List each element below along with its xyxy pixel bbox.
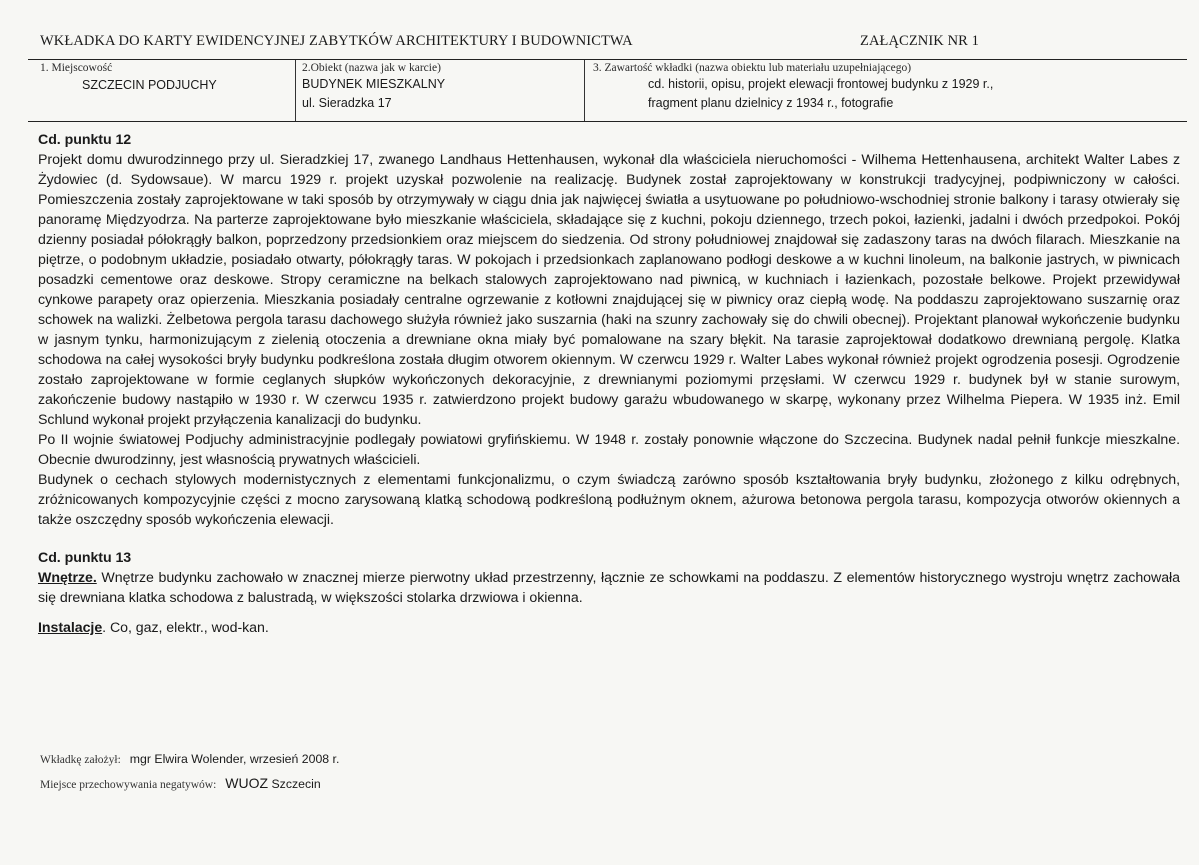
section-13-title: Cd. punktu 13 xyxy=(38,550,132,566)
storage-place-rest: Szczecin xyxy=(268,777,321,791)
storage-label: Miejsce przechowywania negatywów: xyxy=(40,779,217,791)
document-header xyxy=(40,33,1180,53)
top-rule xyxy=(28,59,1187,60)
locality-value: SZCZECIN PODJUCHY xyxy=(82,78,217,92)
section-12-paragraph-1: Projekt domu dwurodzinnego przy ul. Sieradzkiej 17, zwanego Landhaus Hettenhausen, wykonał dla właściciela nieruchomości - Wilhema Hettenhausena, architekt Walter Labes z Żydowiec (d. Sydowsaue). W marcu 1929 r. projekt uzyskał pozwolenie na realizację. Budynek został zaprojektowany w konstrukcji tradycyjnej, podpiwniczony w całości. Pomieszczenia zostały zaprojektowane w taki sposób by otrzymywały w ciągu dnia jak najwięcej światła a usytuowane po południowo-wschodniej stronie balkony i tarasy otwierały się panoramę Międzyodrza. Na parterze zaprojektowane było mieszkanie właściciela, składające się z kuchni, pokoju dziennego, trzech pokoi, łazienki, jadalni i dwóch przedpokoi. Pokój dzienny posiadał półokrągły balkon, poprzedzony przedsionkiem oraz miejscem do siedzenia. Od strony południowej znajdował się zadaszony taras na dwóch filarach. Mieszkanie na piętrze, o podobnym układzie, posiadało otwarty, półokrągły taras. W pokojach i przedsionkach zaplanowano podłogi deskowe a w kuchni linoleum, na balkonie jastrych, w piwnicach posadzki cementowe oraz deskowe. Stropy ceramiczne na belkach stalowych zaprojektowano nad piwnicą, w kuchniach i łazienkach, pozostałe belkowe. Projekt przewidywał cynkowe parapety oraz opierzenia. Mieszkania posiadały centralne ogrzewanie z kotłowni znajdującej się w piwnicy oraz ciepłą wodę. Na poddaszu zaprojektowano suszarnię oraz schowek na walizki. Żelbetowa pergola tarasu dachowego służyła również jako suszarnia (haki na szunry zachowały się do chwili obecnej). Projektant planował wykończenie budynku w jasnym tynku, harmonizującym z zielenią otoczenia a drewniane okna miały być pomalowane na szary błękit. Na tarasie zaprojektował dodatkowo drewnianą pergolę. Klatka schodowa na całej wysokości bryły budynku podkreślona została długim otworem okiennym. W czerwcu 1929 r. Walter Labes wykonał również projekt ogrodzenia posesji. Ogrodzenie zostało zaprojektowane w formie ceglanych słupków wykończonych dekoracyjnie, z drewnianymi poziomymi przęsłami. W czerwcu 1929 r. budynek był w stanie surowym, zakończenie budowy nastąpiło w 1930 r. W czerwcu 1935 r. zatwierdzono projekt budowy garażu wbudowanego w skarpę, wykonany przez Wilhelma Piepera. W 1935 inż. Emil Schlund wykonał projekt przyłączenia kanalizacji do budynku. xyxy=(38,152,1180,428)
locality-cell xyxy=(40,62,290,94)
section-12-paragraph-2: Po II wojnie światowej Podjuchy administracyjnie podlegały powiatowi gryfińskiemu. W 1948 r. zostały ponownie włączone do Szczecina. Budynek nadal pełnił funkcje mieszkalne. Obecnie dwurodzinny, jest własnością prywatnych właścicieli. xyxy=(38,432,1180,468)
locality-label: 1. Miejscowość xyxy=(40,62,113,74)
column-divider-2 xyxy=(584,60,585,122)
contents-cell xyxy=(593,62,1183,112)
document-title: WKŁADKA DO KARTY EWIDENCYJNEJ ZABYTKÓW ARCHITEKTURY I BUDOWNICTWA xyxy=(40,33,633,49)
storage-place-strong: WUOZ xyxy=(225,775,269,791)
storage-line xyxy=(40,775,321,792)
interior-label: Wnętrze. xyxy=(38,570,97,586)
header-bottom-rule xyxy=(28,121,1187,122)
contents-value-line2: fragment planu dzielnicy z 1934 r., fotografie xyxy=(648,96,894,110)
section-12-paragraph-3: Budynek o cechach stylowych modernistycznych z elementami funkcjonalizmu, o czym świadczą zarówno sposób kształtowania bryły budynku, złożonego z kilku odrębnych, zróżnicowanych kompozycyjnie części z mocno zarysowaną klatką schodową podkreśloną podłużnym oknem, ażurowa betonowa pergola tarasu, kompozycja otworów okiennych a także oszczędny sposób wykończenia elewacji. xyxy=(38,472,1180,528)
object-label: 2.Obiekt (nazwa jak w karcie) xyxy=(302,62,441,74)
document-body xyxy=(38,130,1180,638)
annex-number: ZAŁĄCZNIK NR 1 xyxy=(860,33,979,49)
made-by-line xyxy=(40,752,339,767)
made-by-label: Wkładkę założył: xyxy=(40,754,121,766)
column-divider-1 xyxy=(295,60,296,122)
installations-text: . Co, gaz, elektr., wod-kan. xyxy=(102,620,269,636)
object-value-line1: BUDYNEK MIESZKALNY xyxy=(302,77,446,91)
object-value-line2: ul. Sieradzka 17 xyxy=(302,96,392,110)
contents-label: 3. Zawartość wkładki (nazwa obiektu lub materiału uzupełniającego) xyxy=(593,62,912,74)
made-by-value: mgr Elwira Wolender, wrzesień 2008 r. xyxy=(129,752,340,766)
interior-paragraph xyxy=(38,568,1180,608)
installations-label: Instalacje xyxy=(38,620,103,636)
section-12-title: Cd. punktu 12 xyxy=(38,132,132,148)
interior-text: Wnętrze budynku zachowało w znacznej mierze pierwotny układ przestrzenny, łącznie ze schowkami na poddaszu. Z elementów historycznego wystroju wnętrz zachowała się drewniana klatka schodowa z balustradą, w większości stolarka drzwiowa i okienna. xyxy=(38,570,1180,606)
installations-paragraph xyxy=(38,618,1180,638)
contents-value-line1: cd. historii, opisu, projekt elewacji frontowej budynku z 1929 r., xyxy=(648,77,994,91)
object-cell xyxy=(302,62,577,112)
